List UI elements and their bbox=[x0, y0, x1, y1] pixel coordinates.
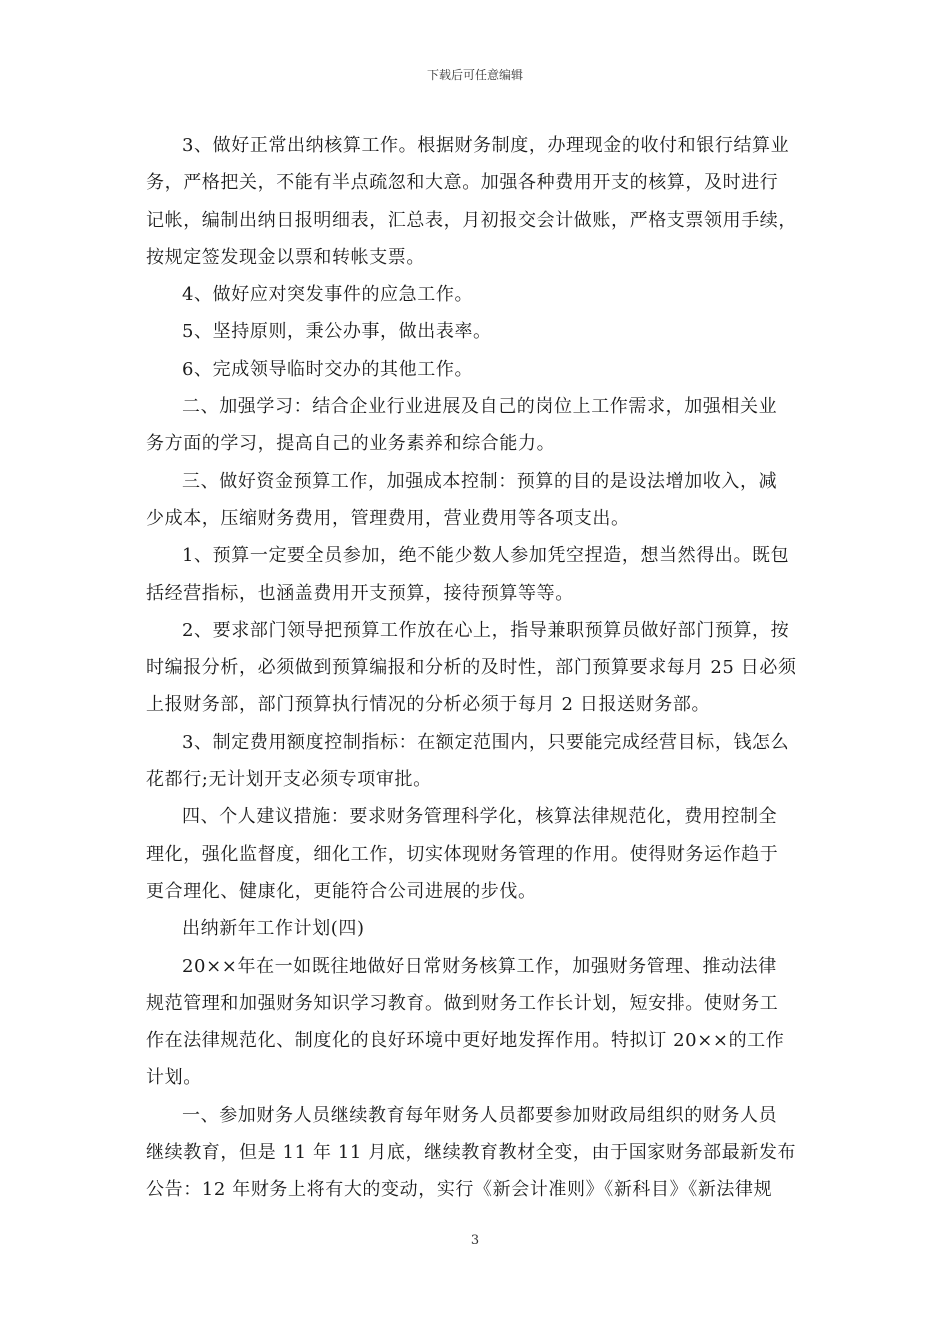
paragraph-suggestions bbox=[146, 798, 814, 910]
text-line: 上报财务部，部门预算执行情况的分析必须于每月 2 日报送财务部。 bbox=[146, 694, 711, 716]
text-line: 记帐，编制出纳日报明细表，汇总表，月初报交会计做账，严格支票领用手续， bbox=[146, 209, 797, 231]
text-line: 四、个人建议措施：要求财务管理科学化，核算法律规范化，费用控制全 bbox=[182, 806, 778, 828]
paragraph-budget bbox=[146, 463, 814, 538]
header-note: 下载后可任意编辑 bbox=[426, 68, 523, 82]
text-line: 1、预算一定要全员参加，绝不能少数人参加凭空捏造，想当然得出。既包 bbox=[182, 545, 790, 567]
text-line: 务，严格把关，不能有半点疏忽和大意。加强各种费用开支的核算，及时进行 bbox=[146, 172, 779, 194]
text-line: 2、要求部门领导把预算工作放在心上，指导兼职预算员做好部门预算，按 bbox=[182, 619, 790, 641]
text-line: 少成本，压缩财务费用，管理费用，营业费用等各项支出。 bbox=[146, 507, 630, 529]
text-line: 三、做好资金预算工作，加强成本控制：预算的目的是设法增加收入，减 bbox=[182, 470, 778, 492]
text-line: 一、参加财务人员继续教育每年财务人员都要参加财政局组织的财务人员 bbox=[182, 1104, 778, 1126]
text-line: 更合理化、健康化，更能符合公司进展的步伐。 bbox=[146, 880, 537, 902]
text-line: 规范管理和加强财务知识学习教育。做到财务工作长计划，短安排。使财务工 bbox=[146, 992, 779, 1014]
text-line: 计划。 bbox=[146, 1067, 202, 1089]
text-line: 作在法律规范化、制度化的良好环境中更好地发挥作用。特拟订 20××的工作 bbox=[146, 1030, 785, 1052]
paragraph-department-budget bbox=[146, 612, 814, 724]
paragraph-study bbox=[146, 388, 814, 463]
document-body bbox=[146, 127, 814, 1209]
text-line: 继续教育，但是 11 年 11 月底，继续教育教材全变，由于国家财务部最新发布 bbox=[146, 1142, 797, 1164]
page-number: 3 bbox=[470, 1233, 480, 1248]
text-line: 时编报分析，必须做到预算编报和分析的及时性，部门预算要求每月 25 日必须 bbox=[146, 657, 797, 679]
paragraph-cashier-accounting bbox=[146, 127, 814, 276]
text-line: 理化，强化监督度，细化工作，切实体现财务管理的作用。使得财务运作趋于 bbox=[146, 843, 779, 865]
paragraph-annual-plan bbox=[146, 948, 814, 1097]
section-heading bbox=[146, 910, 814, 947]
paragraph-principle bbox=[146, 313, 814, 350]
text-line: 3、制定费用额度控制指标：在额定范围内，只要能完成经营目标，钱怎么 bbox=[182, 731, 790, 753]
paragraph-emergency bbox=[146, 276, 814, 313]
text-line: 括经营指标，也涵盖费用开支预算，接待预算等等。 bbox=[146, 582, 574, 604]
text-line: 务方面的学习，提高自己的业务素养和综合能力。 bbox=[146, 433, 556, 455]
text-line: 公告：12 年财务上将有大的变动，实行《新会计准则》《新科目》《新法律规 bbox=[146, 1179, 773, 1201]
paragraph-other-work bbox=[146, 351, 814, 388]
text-line: 3、做好正常出纳核算工作。根据财务制度，办理现金的收付和银行结算业 bbox=[182, 135, 790, 156]
paragraph-continuing-education bbox=[146, 1097, 814, 1209]
paragraph-budget-participation bbox=[146, 537, 814, 612]
text-line: 二、加强学习：结合企业行业进展及自己的岗位上工作需求，加强相关业 bbox=[182, 396, 778, 418]
text-line: 按规定签发现金以票和转帐支票。 bbox=[146, 246, 425, 268]
text-line: 出纳新年工作计划(四) bbox=[182, 918, 365, 940]
text-line: 6、完成领导临时交办的其他工作。 bbox=[182, 358, 474, 380]
text-line: 4、做好应对突发事件的应急工作。 bbox=[182, 284, 474, 306]
text-line: 花都行;无计划开支必须专项审批。 bbox=[146, 769, 432, 791]
text-line: 20××年在一如既往地做好日常财务核算工作，加强财务管理、推动法律 bbox=[182, 955, 777, 977]
paragraph-expense-control bbox=[146, 724, 814, 799]
text-line: 5、坚持原则，秉公办事，做出表率。 bbox=[182, 321, 492, 343]
